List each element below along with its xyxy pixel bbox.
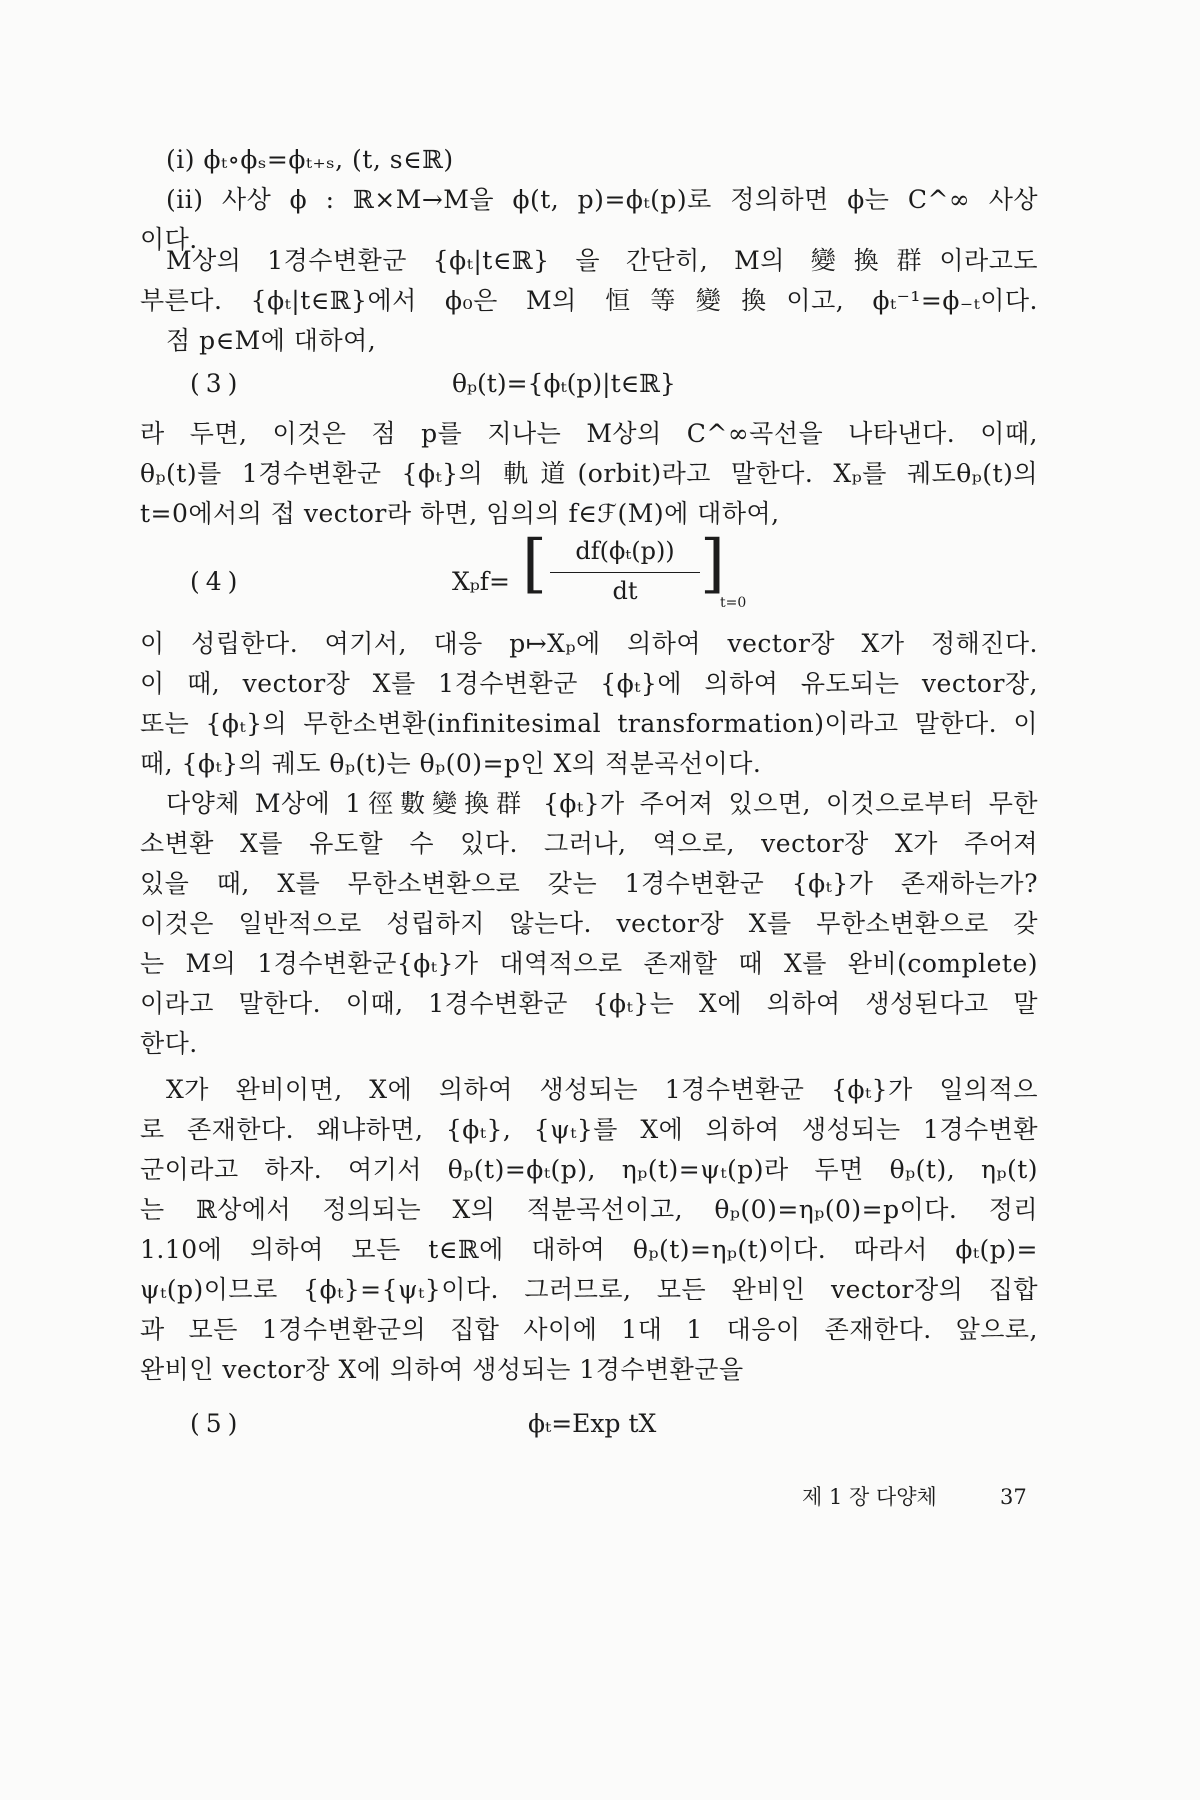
equation-3: θₚ(t)={ϕₜ(p)|t∈ℝ}	[452, 369, 676, 398]
text-line: 라 두면, 이것은 점 p를 지나는 M상의 C^∞곡선을 나타낸다. 이때,	[140, 419, 1038, 448]
text-line: 때, {ϕₜ}의 궤도 θₚ(t)는 θₚ(0)=p인 X의 적분곡선이다.	[140, 749, 762, 778]
equation-5: ϕₜ=Exp tX	[528, 1409, 657, 1438]
text-line: 이 때, vector장 X를 1경수변환군 {ϕₜ}에 의하여 유도되는 vector장,	[140, 669, 1038, 698]
text-line: 있을 때, X를 무한소변환으로 갖는 1경수변환군 {ϕₜ}가 존재하는가?	[140, 869, 1038, 898]
text-line: 는 M의 1경수변환군{ϕₜ}가 대역적으로 존재할 때 X를 완비(complete)	[140, 949, 1038, 978]
text-line: 1.10에 의하여 모든 t∈ℝ에 대하여 θₚ(t)=ηₚ(t)이다. 따라서 ϕₜ(p)=	[140, 1235, 1038, 1264]
text-line: X가 완비이면, X에 의하여 생성되는 1경수변환군 {ϕₜ}가 일의적으	[166, 1075, 1038, 1104]
fraction-bar	[550, 572, 700, 573]
text-line: 과 모든 1경수변환군의 집합 사이에 1대 1 대응이 존재한다. 앞으로,	[140, 1315, 1038, 1344]
text-line: 점 p∈M에 대하여,	[166, 326, 377, 355]
text-line: 로 존재한다. 왜냐하면, {ϕₜ}, {ψₜ}를 X에 의하여 생성되는 1경수변환	[140, 1115, 1038, 1144]
fraction-denominator: dt	[612, 577, 638, 605]
equation-number: (4)	[190, 567, 244, 596]
text-line: t=0에서의 접 vector라 하면, 임의의 f∈ℱ(M)에 대하여,	[140, 499, 780, 528]
text-line: 군이라고 하자. 여기서 θₚ(t)=ϕₜ(p), ηₚ(t)=ψₜ(p)라 두면 θₚ(t), ηₚ(t)	[140, 1155, 1038, 1184]
right-bracket: ]	[700, 527, 725, 601]
text-line: 이것은 일반적으로 성립하지 않는다. vector장 X를 무한소변환으로 갖	[140, 909, 1038, 938]
text-line: 이라고 말한다. 이때, 1경수변환군 {ϕₜ}는 X에 의하여 생성된다고 말	[140, 989, 1038, 1018]
text-line: ψₜ(p)이므로 {ϕₜ}={ψₜ}이다. 그러므로, 모든 완비인 vector장의 집합	[140, 1275, 1038, 1304]
equation-lhs: Xₚf=	[452, 567, 510, 596]
fraction-numerator: df(ϕₜ(p))	[575, 537, 675, 565]
text-line: 이 성립한다. 여기서, 대응 p↦Xₚ에 의하여 vector장 X가 정해진다.	[140, 629, 1038, 658]
chapter-footer: 제 1 장 다양체	[802, 1485, 937, 1509]
text-line: 이다.	[140, 225, 198, 254]
text-line: 다양체 M상에 1徑數變換群 {ϕₜ}가 주어져 있으면, 이것으로부터 무한	[166, 789, 1038, 818]
text-line: 또는 {ϕₜ}의 무한소변환(infinitesimal transformation)이라고 말한다. 이	[140, 709, 1038, 738]
text-line: (ii) 사상 ϕ : ℝ×M→M을 ϕ(t, p)=ϕₜ(p)로 정의하면 ϕ는 C^∞ 사상	[166, 185, 1038, 214]
text-line: 소변환 X를 유도할 수 있다. 그러나, 역으로, vector장 X가 주어져	[140, 829, 1038, 858]
equation-number: (5)	[190, 1409, 244, 1438]
text-line: M상의 1경수변환군 {ϕₜ|t∈ℝ} 을 간단히, M의 變換群이라고도	[166, 246, 1038, 275]
text-line: θₚ(t)를 1경수변환군 {ϕₜ}의 軌道(orbit)라고 말한다. Xₚ를 궤도θₚ(t)의	[140, 459, 1038, 488]
equation-number: (3)	[190, 369, 244, 398]
text-line: 는 ℝ상에서 정의되는 X의 적분곡선이고, θₚ(0)=ηₚ(0)=p이다. 정리	[140, 1195, 1038, 1224]
page-number: 37	[1000, 1485, 1027, 1509]
text-line: (i) ϕₜ∘ϕₛ=ϕₜ₊ₛ, (t, s∈ℝ)	[166, 145, 454, 174]
bracket-subscript: t=0	[720, 595, 747, 611]
text-line: 완비인 vector장 X에 의하여 생성되는 1경수변환군을	[140, 1355, 744, 1384]
text-line: 한다.	[140, 1029, 198, 1058]
text-line: 부른다. {ϕₜ|t∈ℝ}에서 ϕ₀은 M의 恒等變換이고, ϕₜ⁻¹=ϕ₋ₜ이다.	[140, 286, 1038, 315]
left-bracket: [	[522, 527, 547, 601]
